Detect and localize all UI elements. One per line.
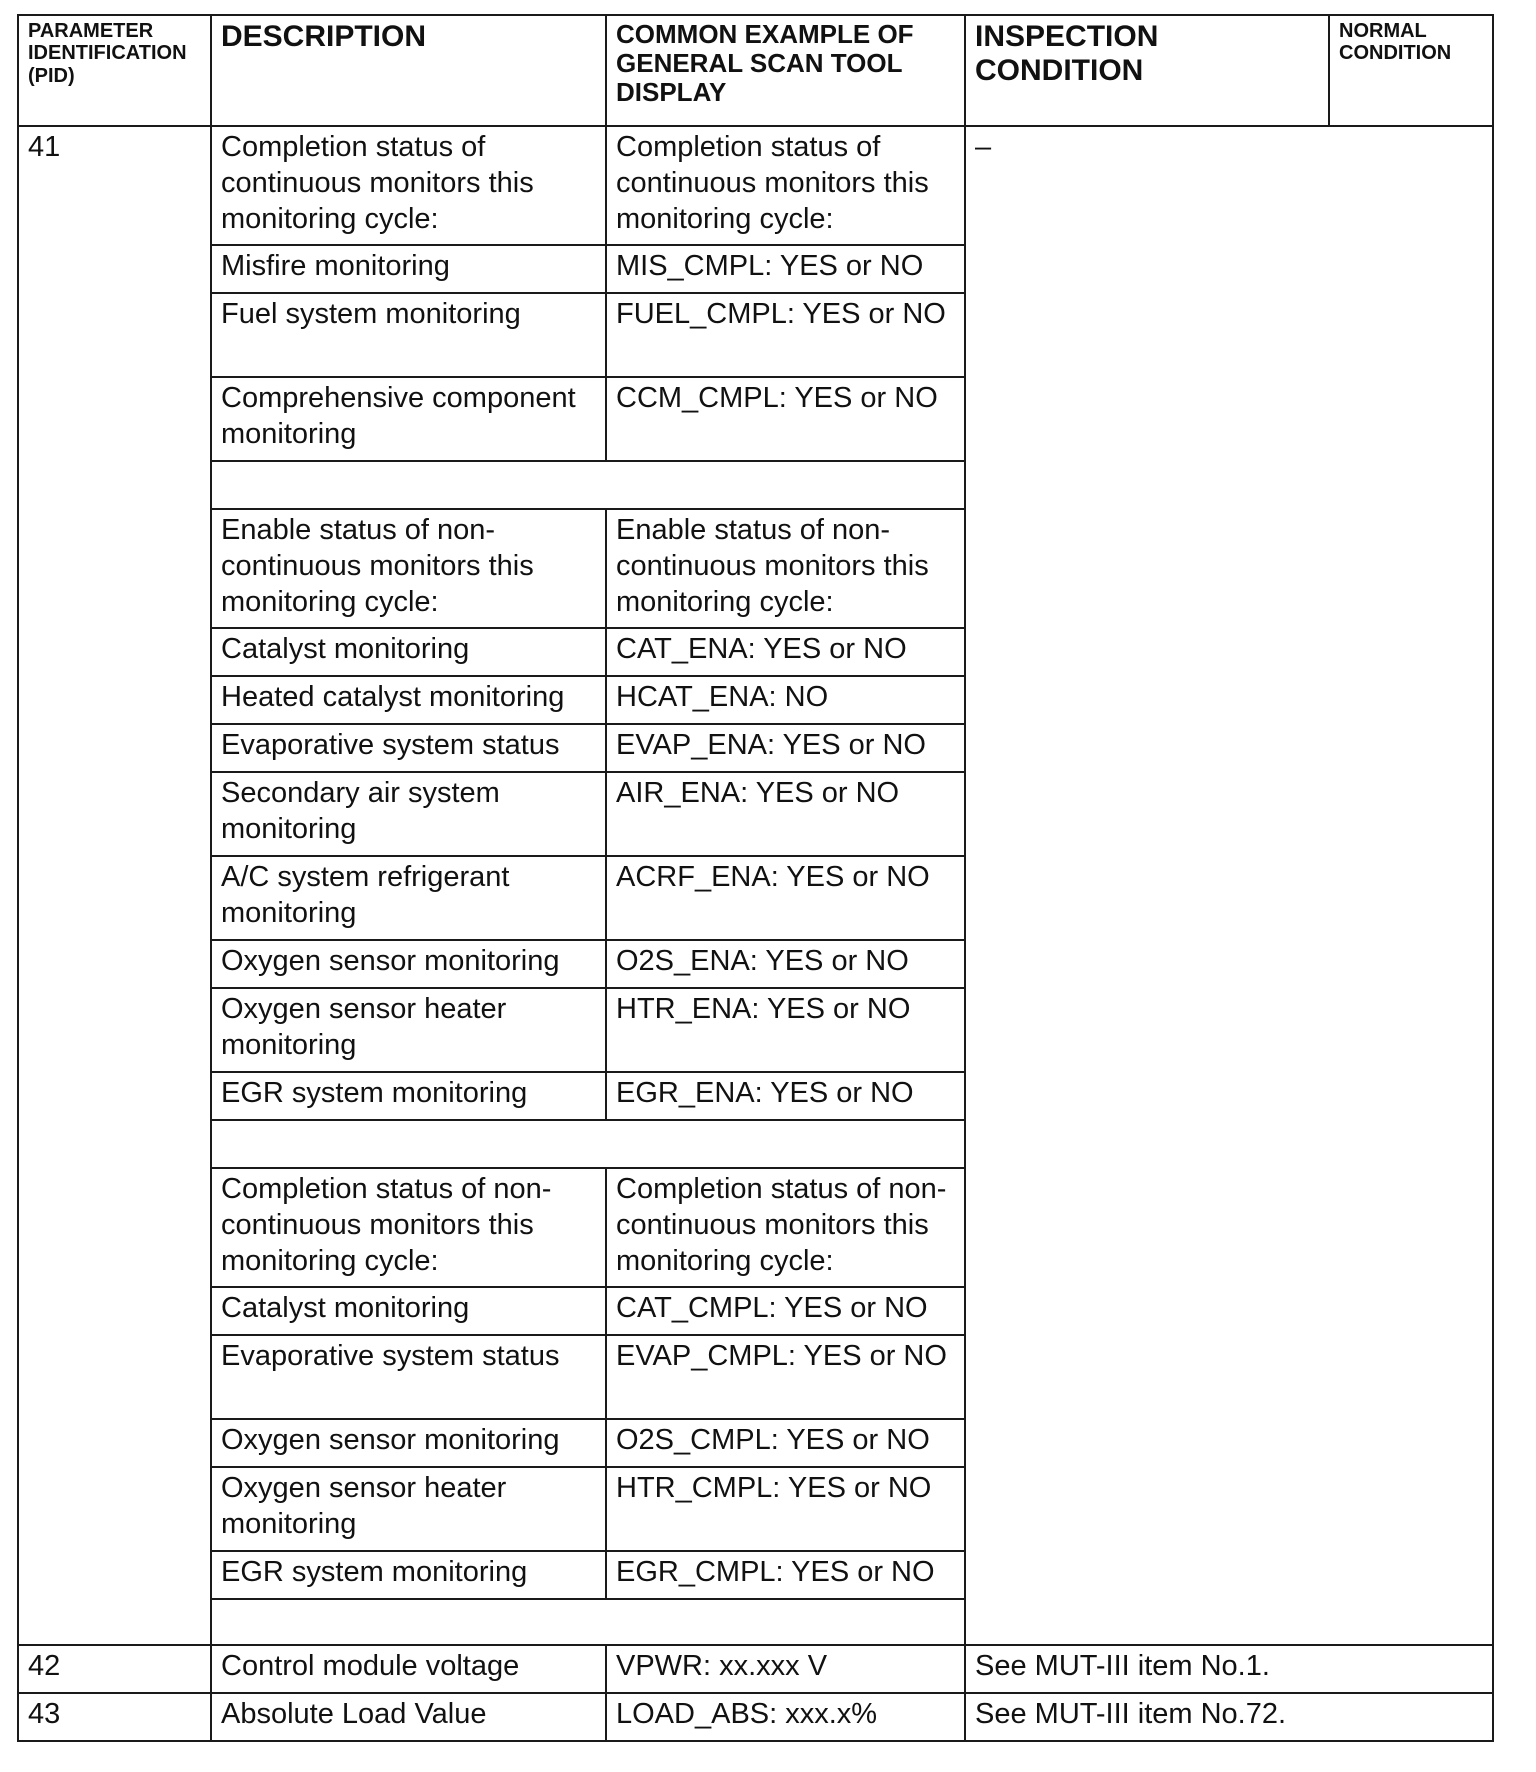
inspection-cell: See MUT-III item No.1. xyxy=(965,1645,1493,1693)
desc-cell: A/C system refrigerant monitoring xyxy=(211,856,606,940)
table-row xyxy=(18,1693,1493,1741)
display-cell: Enable status of non-continuous monitors this monitoring cycle: xyxy=(606,509,965,628)
display-cell: CAT_CMPL: YES or NO xyxy=(606,1287,965,1335)
header-description: DESCRIPTION xyxy=(211,15,606,126)
header-normal: NORMAL CONDITION xyxy=(1329,15,1493,126)
display-cell: EGR_ENA: YES or NO xyxy=(606,1072,965,1120)
display-cell: Completion status of continuous monitors this monitoring cycle: xyxy=(606,126,965,245)
display-cell: AIR_ENA: YES or NO xyxy=(606,772,965,856)
table-header-row xyxy=(18,15,1493,126)
display-cell: HCAT_ENA: NO xyxy=(606,676,965,724)
display-cell: O2S_ENA: YES or NO xyxy=(606,940,965,988)
desc-cell: Control module voltage xyxy=(211,1645,606,1693)
desc-cell: EGR system monitoring xyxy=(211,1551,606,1599)
inspection-41: – xyxy=(965,126,1493,1645)
pid-43: 43 xyxy=(18,1693,211,1741)
desc-cell: Completion status of non-continuous monitors this monitoring cycle: xyxy=(211,1168,606,1287)
display-cell: EVAP_CMPL: YES or NO xyxy=(606,1335,965,1419)
desc-cell: Oxygen sensor heater monitoring xyxy=(211,1467,606,1551)
spacer-cell xyxy=(211,1120,965,1168)
display-cell: EVAP_ENA: YES or NO xyxy=(606,724,965,772)
spacer-cell xyxy=(211,1599,965,1645)
display-cell: LOAD_ABS: xxx.x% xyxy=(606,1693,965,1741)
display-cell: VPWR: xx.xxx V xyxy=(606,1645,965,1693)
pid-42: 42 xyxy=(18,1645,211,1693)
display-cell: HTR_CMPL: YES or NO xyxy=(606,1467,965,1551)
pid-41: 41 xyxy=(18,126,211,1645)
header-inspection: INSPECTION CONDITION xyxy=(965,15,1329,126)
spacer-cell xyxy=(211,461,965,509)
desc-cell: Oxygen sensor heater monitoring xyxy=(211,988,606,1072)
desc-cell: Misfire monitoring xyxy=(211,245,606,293)
display-cell: ACRF_ENA: YES or NO xyxy=(606,856,965,940)
desc-cell: Secondary air system monitoring xyxy=(211,772,606,856)
display-cell: EGR_CMPL: YES or NO xyxy=(606,1551,965,1599)
table-row xyxy=(18,1645,1493,1693)
desc-cell: Catalyst monitoring xyxy=(211,1287,606,1335)
header-pid: PARAMETER IDENTIFICATION (PID) xyxy=(18,15,211,126)
table-row xyxy=(18,126,1493,245)
desc-cell: Fuel system monitoring xyxy=(211,293,606,377)
desc-cell: Oxygen sensor monitoring xyxy=(211,1419,606,1467)
display-cell: CCM_CMPL: YES or NO xyxy=(606,377,965,461)
pid-table xyxy=(17,14,1494,1742)
display-cell: O2S_CMPL: YES or NO xyxy=(606,1419,965,1467)
desc-cell: Enable status of non-continuous monitors this monitoring cycle: xyxy=(211,509,606,628)
desc-cell: Evaporative system status xyxy=(211,1335,606,1419)
desc-cell: Completion status of continuous monitors this monitoring cycle: xyxy=(211,126,606,245)
display-cell: Completion status of non-continuous monitors this monitoring cycle: xyxy=(606,1168,965,1287)
desc-cell: Evaporative system status xyxy=(211,724,606,772)
inspection-cell: See MUT-III item No.72. xyxy=(965,1693,1493,1741)
display-cell: HTR_ENA: YES or NO xyxy=(606,988,965,1072)
desc-cell: EGR system monitoring xyxy=(211,1072,606,1120)
desc-cell: Catalyst monitoring xyxy=(211,628,606,676)
header-display: COMMON EXAMPLE OF GENERAL SCAN TOOL DISPLAY xyxy=(606,15,965,126)
display-cell: FUEL_CMPL: YES or NO xyxy=(606,293,965,377)
desc-cell: Comprehensive component monitoring xyxy=(211,377,606,461)
desc-cell: Absolute Load Value xyxy=(211,1693,606,1741)
display-cell: MIS_CMPL: YES or NO xyxy=(606,245,965,293)
display-cell: CAT_ENA: YES or NO xyxy=(606,628,965,676)
desc-cell: Heated catalyst monitoring xyxy=(211,676,606,724)
desc-cell: Oxygen sensor monitoring xyxy=(211,940,606,988)
